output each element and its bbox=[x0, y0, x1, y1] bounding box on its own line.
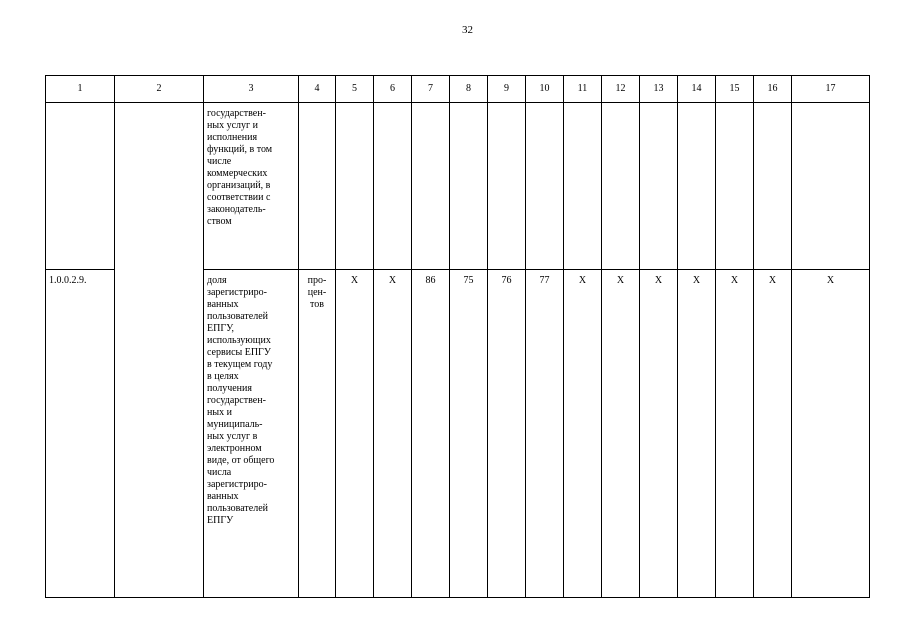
cell-value bbox=[754, 103, 792, 270]
cell-unit bbox=[299, 103, 336, 270]
header-cell-8: 8 bbox=[450, 76, 488, 103]
header-cell-1: 1 bbox=[46, 76, 115, 103]
cell-value: 77 bbox=[526, 270, 564, 598]
header-cell-17: 17 bbox=[792, 76, 870, 103]
header-cell-10: 10 bbox=[526, 76, 564, 103]
cell-unit: про- цен- тов bbox=[299, 270, 336, 598]
header-cell-6: 6 bbox=[374, 76, 412, 103]
cell-value bbox=[602, 103, 640, 270]
cell-col2-merged bbox=[115, 103, 204, 598]
cell-value bbox=[716, 103, 754, 270]
header-cell-3: 3 bbox=[204, 76, 299, 103]
header-cell-16: 16 bbox=[754, 76, 792, 103]
cell-value bbox=[792, 103, 870, 270]
cell-code bbox=[46, 103, 115, 270]
cell-value: X bbox=[792, 270, 870, 598]
header-cell-15: 15 bbox=[716, 76, 754, 103]
header-cell-5: 5 bbox=[336, 76, 374, 103]
header-cell-7: 7 bbox=[412, 76, 450, 103]
cell-value bbox=[374, 103, 412, 270]
cell-indicator-name: доля зарегистриро- ванных пользователей ЕПГУ, использующих сервисы ЕПГУ в текущем году в целях получения государствен- ных и муниципаль- ных услуг в электронном виде, от общего числа зарегистриро- ванных пользователей ЕПГУ bbox=[204, 270, 299, 598]
cell-value bbox=[678, 103, 716, 270]
cell-value: X bbox=[754, 270, 792, 598]
cell-value: X bbox=[602, 270, 640, 598]
header-cell-2: 2 bbox=[115, 76, 204, 103]
cell-indicator-name: государствен- ных услуг и исполнения функций, в том числе коммерческих организаций, в соответствии с законодатель- ством bbox=[204, 103, 299, 270]
cell-value bbox=[564, 103, 602, 270]
table-row bbox=[46, 103, 870, 270]
header-cell-4: 4 bbox=[299, 76, 336, 103]
header-cell-11: 11 bbox=[564, 76, 602, 103]
cell-value: 86 bbox=[412, 270, 450, 598]
cell-value bbox=[526, 103, 564, 270]
page-number: 32 bbox=[462, 24, 473, 36]
cell-value bbox=[336, 103, 374, 270]
cell-value bbox=[488, 103, 526, 270]
cell-value bbox=[640, 103, 678, 270]
cell-value: X bbox=[640, 270, 678, 598]
cell-value bbox=[412, 103, 450, 270]
cell-value: X bbox=[716, 270, 754, 598]
cell-value bbox=[450, 103, 488, 270]
cell-code: 1.0.0.2.9. bbox=[46, 270, 115, 598]
cell-value: X bbox=[678, 270, 716, 598]
header-cell-14: 14 bbox=[678, 76, 716, 103]
header-cell-13: 13 bbox=[640, 76, 678, 103]
header-cell-12: 12 bbox=[602, 76, 640, 103]
cell-value: 75 bbox=[450, 270, 488, 598]
cell-value: X bbox=[374, 270, 412, 598]
header-cell-9: 9 bbox=[488, 76, 526, 103]
cell-value: X bbox=[336, 270, 374, 598]
header-row bbox=[46, 76, 870, 103]
cell-value: X bbox=[564, 270, 602, 598]
indicators-table bbox=[45, 75, 870, 598]
cell-value: 76 bbox=[488, 270, 526, 598]
